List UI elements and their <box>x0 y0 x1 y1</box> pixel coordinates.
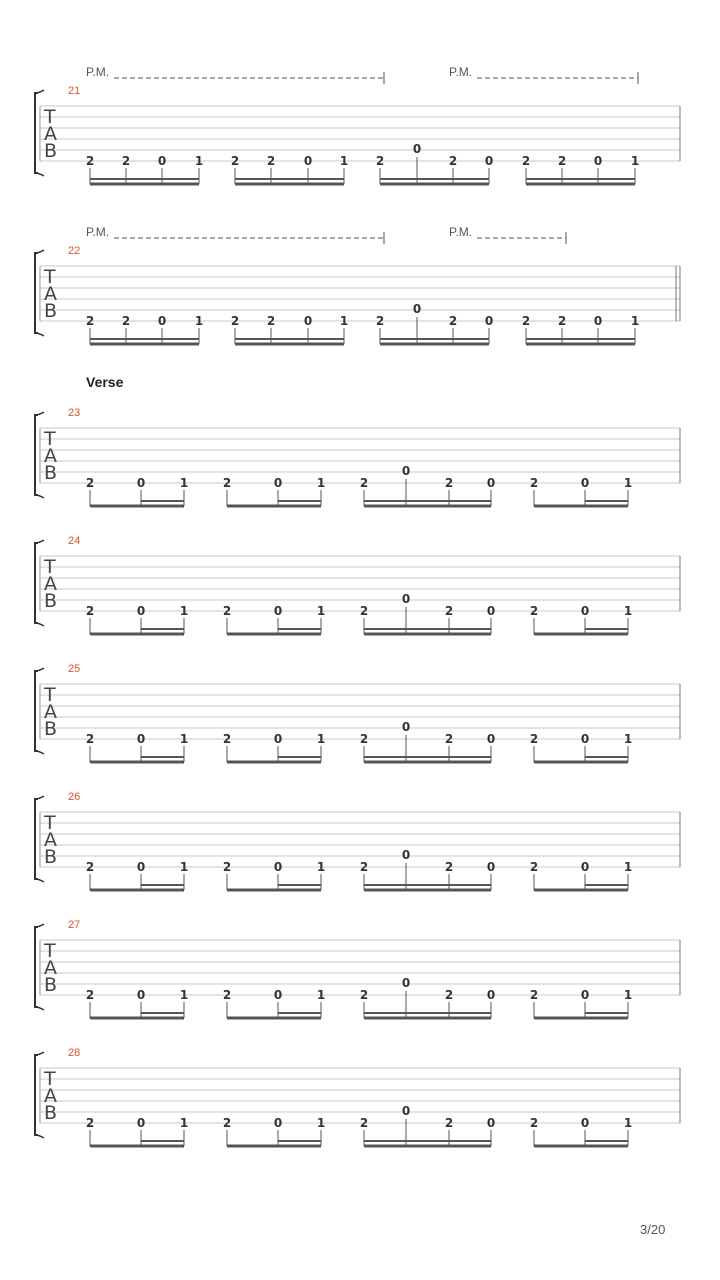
tab-system <box>35 407 680 506</box>
tab-system <box>35 1047 680 1146</box>
fret-number: 0 <box>157 314 167 328</box>
tab-letter: T <box>44 266 56 288</box>
fret-number: 0 <box>486 860 496 874</box>
fret-number: 0 <box>136 988 146 1002</box>
tab-letter: T <box>44 428 56 450</box>
tab-system <box>35 225 680 344</box>
tab-letter: A <box>44 829 57 851</box>
tab-letter: B <box>44 846 58 868</box>
fret-number: 2 <box>222 476 232 490</box>
fret-number: 2 <box>266 154 276 168</box>
fret-number: 2 <box>444 1116 454 1130</box>
tab-letter: A <box>44 1085 57 1107</box>
bracket-curl-top <box>35 668 44 671</box>
fret-number: 0 <box>486 988 496 1002</box>
fret-number: 1 <box>339 314 349 328</box>
fret-number: 1 <box>316 604 326 618</box>
fret-number: 0 <box>486 604 496 618</box>
note-group <box>360 848 495 890</box>
fret-number: 1 <box>179 988 189 1002</box>
fret-number: 2 <box>359 988 369 1002</box>
palm-mute-label: P.M. <box>449 65 473 79</box>
bracket-curl-top <box>35 540 44 543</box>
tab-letter: B <box>44 300 58 322</box>
fret-number: 2 <box>529 604 539 618</box>
note-group <box>530 1116 632 1146</box>
fret-number: 2 <box>85 1116 95 1130</box>
fret-number: 1 <box>630 154 640 168</box>
fret-number: 0 <box>580 732 590 746</box>
note-group <box>530 988 632 1018</box>
fret-number: 2 <box>529 476 539 490</box>
fret-number: 1 <box>623 476 633 490</box>
fret-number: 2 <box>359 476 369 490</box>
note-group <box>86 154 203 184</box>
note-group <box>231 154 348 184</box>
measure-number: 21 <box>68 85 81 97</box>
fret-number: 0 <box>136 860 146 874</box>
tab-system <box>35 791 680 890</box>
bracket-curl-top <box>35 412 44 415</box>
tab-letter: B <box>44 974 58 996</box>
fret-number: 2 <box>266 314 276 328</box>
fret-number: 0 <box>273 1116 283 1130</box>
tab-letter: T <box>44 812 56 834</box>
fret-number: 2 <box>230 154 240 168</box>
palm-mute-label: P.M. <box>449 225 473 239</box>
system-bracket <box>35 415 38 495</box>
tab-letter: B <box>44 718 58 740</box>
note-group <box>530 476 632 506</box>
fret-number: 1 <box>623 732 633 746</box>
fret-number: 0 <box>484 314 494 328</box>
fret-number: 2 <box>557 154 567 168</box>
system-bracket <box>35 543 38 623</box>
note-group <box>223 604 325 634</box>
fret-number: 0 <box>412 302 422 316</box>
system-bracket <box>35 1055 38 1135</box>
note-group <box>231 314 348 344</box>
fret-number: 2 <box>85 604 95 618</box>
fret-number: 2 <box>444 988 454 1002</box>
bracket-curl-top <box>35 924 44 927</box>
tab-letter: T <box>44 106 56 128</box>
note-group <box>223 732 325 762</box>
fret-number: 0 <box>486 476 496 490</box>
tab-system <box>35 535 680 634</box>
tab-letter: A <box>44 123 57 145</box>
fret-number: 0 <box>580 1116 590 1130</box>
fret-number: 2 <box>448 314 458 328</box>
bracket-curl-bottom <box>35 751 44 754</box>
note-group <box>376 302 493 344</box>
fret-number: 0 <box>273 988 283 1002</box>
fret-number: 0 <box>157 154 167 168</box>
section-label: Verse <box>86 374 124 390</box>
fret-number: 0 <box>273 860 283 874</box>
fret-number: 2 <box>529 988 539 1002</box>
fret-number: 1 <box>316 988 326 1002</box>
note-group <box>522 154 639 184</box>
fret-number: 2 <box>222 1116 232 1130</box>
fret-number: 2 <box>375 314 385 328</box>
fret-number: 1 <box>179 604 189 618</box>
fret-number: 0 <box>303 154 313 168</box>
fret-number: 2 <box>375 154 385 168</box>
bracket-curl-bottom <box>35 173 44 176</box>
fret-number: 2 <box>444 732 454 746</box>
fret-number: 2 <box>359 860 369 874</box>
fret-number: 1 <box>179 476 189 490</box>
fret-number: 2 <box>521 314 531 328</box>
note-group <box>376 142 493 184</box>
note-group <box>530 604 632 634</box>
note-group <box>86 732 188 762</box>
fret-number: 1 <box>630 314 640 328</box>
tab-letter: T <box>44 556 56 578</box>
fret-number: 2 <box>222 732 232 746</box>
tab-system <box>35 919 680 1018</box>
fret-number: 0 <box>303 314 313 328</box>
note-group <box>86 476 188 506</box>
note-group <box>223 1116 325 1146</box>
tab-system <box>35 663 680 762</box>
fret-number: 1 <box>316 732 326 746</box>
fret-number: 2 <box>85 988 95 1002</box>
fret-number: 0 <box>401 848 411 862</box>
fret-number: 0 <box>580 604 590 618</box>
fret-number: 0 <box>273 476 283 490</box>
fret-number: 0 <box>401 464 411 478</box>
note-group <box>360 592 495 634</box>
fret-number: 2 <box>529 860 539 874</box>
tab-letter: B <box>44 140 58 162</box>
tab-letter: A <box>44 957 57 979</box>
fret-number: 0 <box>273 732 283 746</box>
fret-number: 2 <box>557 314 567 328</box>
fret-number: 0 <box>273 604 283 618</box>
fret-number: 2 <box>359 604 369 618</box>
note-group <box>86 1116 188 1146</box>
measure-number: 25 <box>68 663 81 675</box>
note-group <box>522 314 639 344</box>
note-group <box>223 860 325 890</box>
fret-number: 0 <box>136 1116 146 1130</box>
bracket-curl-top <box>35 90 44 93</box>
measure-number: 28 <box>68 1047 81 1059</box>
palm-mute-label: P.M. <box>86 65 110 79</box>
page-number: 3/20 <box>640 1222 666 1237</box>
fret-number: 0 <box>580 988 590 1002</box>
note-group <box>360 464 495 506</box>
system-bracket <box>35 799 38 879</box>
fret-number: 0 <box>486 732 496 746</box>
system-bracket <box>35 927 38 1007</box>
note-group <box>86 314 203 344</box>
fret-number: 1 <box>179 1116 189 1130</box>
tab-letter: T <box>44 1068 56 1090</box>
fret-number: 2 <box>85 732 95 746</box>
bracket-curl-bottom <box>35 1135 44 1138</box>
note-group <box>86 860 188 890</box>
bracket-curl-bottom <box>35 879 44 882</box>
fret-number: 0 <box>401 976 411 990</box>
fret-number: 2 <box>222 988 232 1002</box>
fret-number: 0 <box>580 860 590 874</box>
bracket-curl-top <box>35 796 44 799</box>
fret-number: 1 <box>339 154 349 168</box>
fret-number: 0 <box>401 720 411 734</box>
palm-mute-label: P.M. <box>86 225 110 239</box>
fret-number: 0 <box>593 314 603 328</box>
measure-number: 24 <box>68 535 81 547</box>
tab-letter: A <box>44 701 57 723</box>
fret-number: 2 <box>359 1116 369 1130</box>
measure-number: 23 <box>68 407 81 419</box>
fret-number: 2 <box>85 314 95 328</box>
fret-number: 1 <box>623 988 633 1002</box>
fret-number: 2 <box>230 314 240 328</box>
bracket-curl-bottom <box>35 1007 44 1010</box>
tab-letter: B <box>44 1102 58 1124</box>
bracket-curl-bottom <box>35 333 44 336</box>
note-group <box>86 604 188 634</box>
fret-number: 2 <box>222 604 232 618</box>
fret-number: 1 <box>179 732 189 746</box>
fret-number: 2 <box>444 604 454 618</box>
fret-number: 2 <box>222 860 232 874</box>
fret-number: 0 <box>136 732 146 746</box>
fret-number: 0 <box>136 604 146 618</box>
fret-number: 2 <box>529 732 539 746</box>
tab-letter: T <box>44 684 56 706</box>
fret-number: 1 <box>316 1116 326 1130</box>
fret-number: 2 <box>85 154 95 168</box>
note-group <box>223 476 325 506</box>
fret-number: 2 <box>121 154 131 168</box>
fret-number: 1 <box>623 860 633 874</box>
note-group <box>360 1104 495 1146</box>
fret-number: 1 <box>194 314 204 328</box>
note-group <box>360 720 495 762</box>
note-group <box>360 976 495 1018</box>
fret-number: 1 <box>194 154 204 168</box>
fret-number: 1 <box>316 860 326 874</box>
fret-number: 2 <box>121 314 131 328</box>
tab-letter: A <box>44 445 57 467</box>
bracket-curl-bottom <box>35 495 44 498</box>
system-bracket <box>35 93 38 173</box>
fret-number: 0 <box>401 592 411 606</box>
note-group <box>530 860 632 890</box>
system-bracket <box>35 253 38 333</box>
fret-number: 0 <box>136 476 146 490</box>
tab-letter: A <box>44 573 57 595</box>
fret-number: 1 <box>179 860 189 874</box>
tab-letter: A <box>44 283 57 305</box>
tab-letter: B <box>44 462 58 484</box>
fret-number: 2 <box>85 860 95 874</box>
fret-number: 1 <box>623 1116 633 1130</box>
fret-number: 0 <box>593 154 603 168</box>
fret-number: 0 <box>412 142 422 156</box>
measure-number: 22 <box>68 245 81 257</box>
fret-number: 2 <box>448 154 458 168</box>
note-group <box>86 988 188 1018</box>
fret-number: 0 <box>580 476 590 490</box>
fret-number: 1 <box>623 604 633 618</box>
fret-number: 2 <box>359 732 369 746</box>
fret-number: 0 <box>486 1116 496 1130</box>
fret-number: 2 <box>444 476 454 490</box>
note-group <box>223 988 325 1018</box>
fret-number: 1 <box>316 476 326 490</box>
tab-letter: T <box>44 940 56 962</box>
fret-number: 0 <box>484 154 494 168</box>
note-group <box>530 732 632 762</box>
fret-number: 0 <box>401 1104 411 1118</box>
bracket-curl-top <box>35 250 44 253</box>
measure-number: 26 <box>68 791 81 803</box>
fret-number: 2 <box>444 860 454 874</box>
tab-letter: B <box>44 590 58 612</box>
bracket-curl-top <box>35 1052 44 1055</box>
bracket-curl-bottom <box>35 623 44 626</box>
fret-number: 2 <box>521 154 531 168</box>
fret-number: 2 <box>85 476 95 490</box>
measure-number: 27 <box>68 919 81 931</box>
tab-system <box>35 65 680 184</box>
fret-number: 2 <box>529 1116 539 1130</box>
system-bracket <box>35 671 38 751</box>
